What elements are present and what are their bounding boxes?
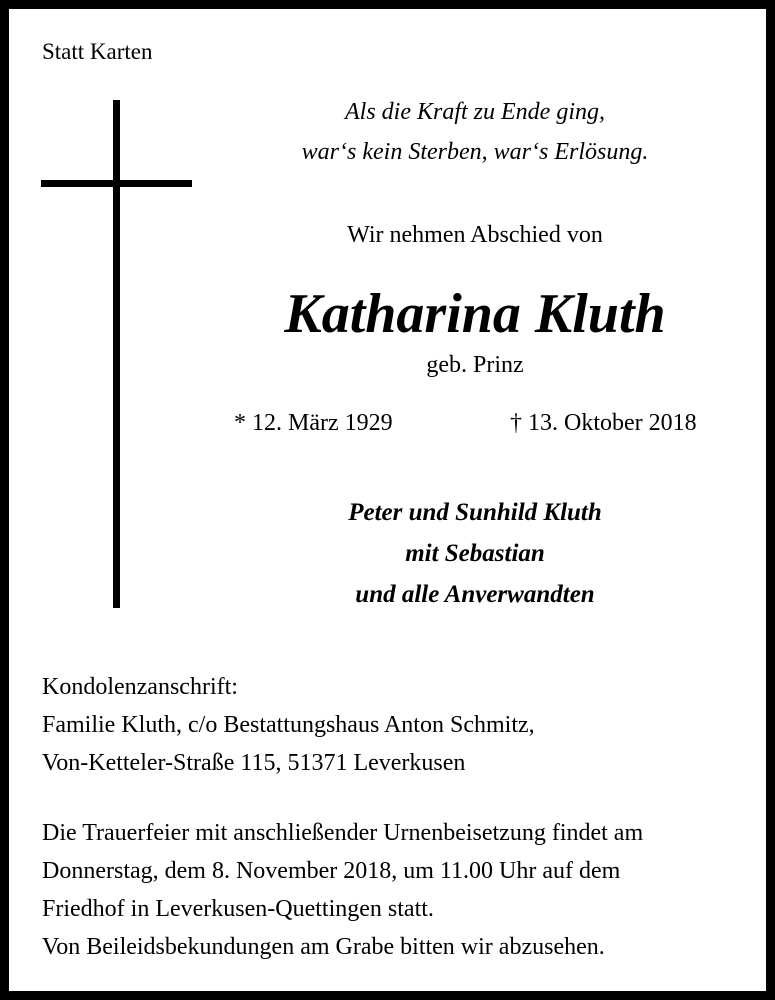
verse-line: war‘s kein Sterben, war‘s Erlösung. [301, 139, 649, 165]
condolence-line: Familie Kluth, c/o Bestattungshaus Anton Schmitz, [42, 712, 535, 738]
funeral-details [42, 814, 742, 966]
funeral-line: Von Beileidsbekundungen am Grabe bitten wir abzusehen. [42, 934, 605, 960]
funeral-line: Donnerstag, dem 8. November 2018, um 11.00 Uhr auf dem [42, 858, 621, 884]
condolence-line: Von-Ketteler-Straße 115, 51371 Leverkusen [42, 750, 466, 776]
condolence-heading: Kondolenzanschrift: [42, 674, 238, 700]
cross-horizontal-bar [41, 180, 192, 187]
cross-vertical-bar [113, 100, 120, 608]
verse [220, 92, 730, 172]
condolence-address [42, 668, 742, 782]
death-date: † 13. Oktober 2018 [510, 410, 697, 436]
family-signature [220, 492, 730, 615]
deceased-name: Katharina Kluth [284, 283, 666, 345]
maiden-name: geb. Prinz [426, 352, 524, 378]
birth-date: * 12. März 1929 [234, 410, 393, 436]
family-line: Peter und Sunhild Kluth [348, 499, 602, 526]
funeral-line: Friedhof in Leverkusen-Quettingen statt. [42, 896, 434, 922]
family-line: mit Sebastian [405, 540, 545, 567]
statt-karten-label: Statt Karten [42, 39, 153, 64]
farewell-intro: Wir nehmen Abschied von [347, 222, 603, 248]
verse-line: Als die Kraft zu Ende ging, [345, 99, 605, 125]
family-line: und alle Anverwandten [355, 581, 595, 608]
funeral-line: Die Trauerfeier mit anschließender Urnenbeisetzung findet am [42, 820, 644, 846]
